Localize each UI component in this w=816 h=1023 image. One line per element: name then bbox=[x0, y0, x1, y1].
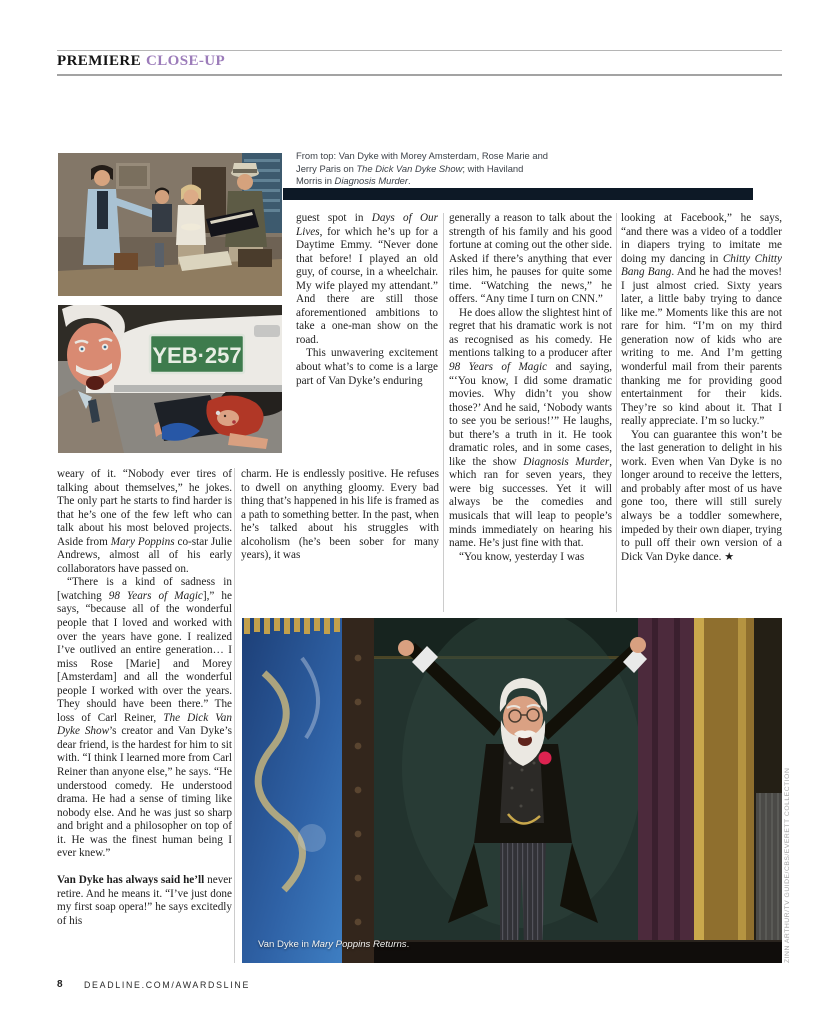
big-photo-caption: Van Dyke in Mary Poppins Returns. bbox=[258, 939, 410, 950]
article-paragraph: This unwavering excitement about what’s to come is a large part of Van Dyke’s enduring bbox=[296, 347, 438, 387]
footer-site-url: DEADLINE.COM/AWARDSLINE bbox=[84, 980, 251, 990]
photo-dick-van-dyke-show bbox=[58, 153, 282, 296]
license-plate-number: YEB·257 bbox=[152, 343, 242, 368]
article-column-2-bottom bbox=[241, 468, 439, 563]
section-subtitle: CLOSE-UP bbox=[146, 53, 226, 69]
column-divider bbox=[616, 213, 617, 612]
section-kicker bbox=[57, 53, 225, 70]
header-rule-top bbox=[57, 50, 782, 51]
photo-diagnosis-murder bbox=[58, 305, 282, 453]
photo-mary-poppins-returns bbox=[242, 618, 782, 963]
article-paragraph: He does allow the slightest hint of regret that his dramatic work is not as recognised as his comedy. He mentions talking to a producer after 98 Years of Magic and saying, “‘You know, I did some dramatic movies. Why didn’t you show those?’ And he said, ‘Nobody wants to see you be serious!’” He laughs, but there’s a truth in it. He took dramatic roles, and in some cases, like the show Diagnosis Murder, which ran for seven years, they were big successes. Yet it will always be the comedies and musicals that will leap to people’s minds immediately on hearing his name. He’s just fine with that. bbox=[449, 306, 612, 550]
article-paragraph: “You know, yesterday I was bbox=[459, 550, 585, 563]
section-title: PREMIERE bbox=[57, 53, 142, 69]
column-divider bbox=[234, 468, 235, 963]
license-plate bbox=[150, 335, 244, 373]
column-divider bbox=[443, 213, 444, 612]
article-paragraph: charm. He is endlessly positive. He refuses to dwell on anything gloomy. Every bad thing that’s happened in his life is framed as a path to something better. In the past, when he’s talked about his struggles with alcoholism (he’s been sober for many years), it was bbox=[241, 468, 439, 562]
top-photos-caption: From top: Van Dyke with Morey Amsterdam, Rose Marie and Jerry Paris on The Dick Van Dyke Show; with Haviland Morris in Diagnosis Murder. bbox=[296, 150, 548, 187]
article-paragraph: generally a reason to talk about the strength of his family and his good fortune at coming out the other side. Asked if there’s anything that ever riles him, he pauses for quite some time. “Watching the news,” he offers. “Any time I turn on CNN.” bbox=[449, 212, 612, 306]
article-paragraph-bold-lead: Van Dyke has always said he’ll never retire. And he means it. “I’ve just done my first soap opera!” he says excitedly of his bbox=[57, 874, 232, 927]
article-paragraph: weary of it. “Nobody ever tires of talking about themselves,” he jokes. The only part he starts to find harder is that he’s one of the few left who can talk about his most beloved projects. Aside from Mary Poppins co-star Julie Andrews, almost all of his early collaborators have passed on. bbox=[57, 468, 232, 575]
article-paragraph: You can guarantee this won’t be the last generation to delight in his work. Even when Van Dyke is no longer around to receive the letters, and probably after most of us have gone too, there will still surely always be a toddler somewhere, impeded by their own diaper, trying to pull off their own version of a Dick Van Dyke dance. ★ bbox=[621, 428, 782, 563]
article-paragraph: looking at Facebook,” he says, “and there was a video of a toddler in diapers trying to imitate me doing my dancing in Chitty Chitty Bang Bang. And he had the moves! I just almost cried. Sixty years later, a little baby trying to dance like me.” Moments like this are not rare for him. “I’m on my third generation now of kids who are writing to me. And I’m getting wonderful mail from their parents thanking me for providing good entertainment for their kids. They’re so kind about it. That I really appreciate. I’m so lucky.” bbox=[621, 212, 782, 428]
article-paragraph: guest spot in Days of Our Lives, for which he’s up for a Daytime Emmy. “Never done that before! I played an old guy, of course, in a wheelchair. My wife played my attendant.” And there are still those aforementioned ambitions to take a one-man show on the road. bbox=[296, 212, 438, 346]
mary-poppins-returns-illustration bbox=[242, 618, 782, 963]
article-column-4 bbox=[621, 212, 782, 564]
header-rule-bottom bbox=[57, 74, 782, 76]
dick-van-dyke-show-illustration bbox=[58, 153, 282, 296]
photo-credit-vertical: ZINN ARTHUR/TV GUIDE/CBS/EVERETT COLLECTION bbox=[784, 767, 791, 963]
footer-page-number: 8 bbox=[57, 979, 63, 990]
article-column-1 bbox=[57, 468, 232, 929]
diagnosis-murder-illustration bbox=[58, 305, 282, 453]
article-paragraph: “There is a kind of sadness in [watching 98 Years of Magic],” he says, “because all of the wonderful people that I loved and worked with over the years have gone. I realized I’ve outlived an entire generation… I miss Rose [Marie] and Morey [Amsterdam] and all the wonderful people I worked with over the years. They should have been there.” The loss of Carl Reiner, The Dick Van Dyke Show’s creator and Van Dyke’s dear friend, is the hardest for him to sit with. “I think I learned more from Carl Reiner than anyone else,” he says. “He understood comedy. He understood drama. He had a sense of timing like nobody else. And he was just so sharp and bright and a philosopher on top of it. He was the finest human being I ever knew.” bbox=[57, 576, 232, 860]
article-column-2-top bbox=[296, 212, 438, 388]
navy-divider-bar bbox=[283, 188, 753, 200]
article-column-3 bbox=[449, 212, 612, 564]
